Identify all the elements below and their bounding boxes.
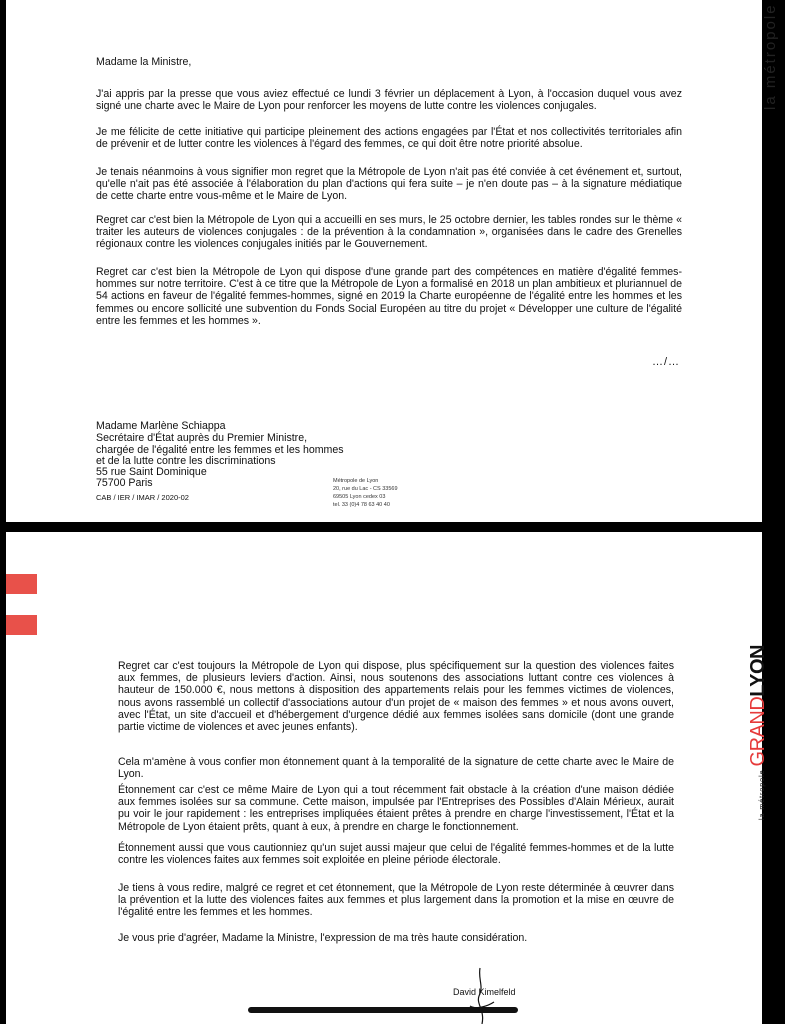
paragraph-2: Je me félicite de cette initiative qui participe pleinement des actions engagées par l'État et nos collectivités territoriales afin de prévenir et de lutter contre les violences à l'égard des femmes, ce qui doit être notre priorité absolue. (96, 126, 682, 151)
logo-prefix-small: la métropole (759, 769, 766, 820)
grand-lyon-logo-small (747, 645, 770, 820)
paragraph-10: Je tiens à vous redire, malgré ce regret et cet étonnement, que la Métropole de Lyon reste déterminée à œuvrer dans la prévention et la lutte des violences faites aux femmes et plus largement dans la promotion et la mise en œuvre de l'égalité entre les femmes et les hommes. (118, 882, 674, 919)
recipient-title-2: chargée de l'égalité entre les femmes et les hommes (96, 444, 344, 456)
salutation: Madame la Ministre, (96, 56, 192, 68)
red-marker-bottom (6, 615, 37, 635)
recipient-title-3: et de la lutte contre les discriminations (96, 455, 276, 467)
address-line-4: tel. 33 (0)4 78 63 40 40 (333, 502, 390, 508)
continuation-mark: …/… (652, 356, 681, 368)
recipient-name: Madame Marlène Schiappa (96, 420, 226, 432)
paragraph-4: Regret car c'est bien la Métropole de Lyon qui a accueilli en ses murs, le 25 octobre dernier, les tables rondes sur le thème « traiter les auteurs de violences conjugales : de la prévention à la condamnation », organisées dans le cadre des Grenelles régionaux contre les violences conjugales initiés par le Gouvernement. (96, 214, 682, 251)
recipient-street: 55 rue Saint Dominique (96, 466, 207, 478)
address-line-3: 69505 Lyon cedex 03 (333, 494, 386, 500)
letter-page-2 (6, 532, 762, 1024)
address-line-2: 20, rue du Lac - CS 33569 (333, 486, 398, 492)
grand-lyon-logo (742, 0, 785, 110)
paragraph-7: Cela m'amène à vous confier mon étonnement quant à la temporalité de la signature de cette charte avec le Maire de Lyon. (118, 756, 674, 781)
paragraph-5: Regret car c'est bien la Métropole de Lyon qui dispose d'une grande part des compétences en matière d'égalité femmes-hommes sur notre territoire. C'est à ce titre que la Métropole de Lyon a formalisé en 2018 un plan ambitieux et pluriannuel de 54 actions en faveur de l'égalité femmes-hommes, signé en 2019 la Charte européenne de l'égalité entre les hommes et les femmes ou encore sollicité une subvention du Fonds Social Européen au titre du projet « Développer une culture de l'égalité entre les femmes et les hommes ». (96, 266, 682, 327)
home-indicator[interactable] (248, 1007, 518, 1013)
reference: CAB / IER / IMAR / 2020-02 (96, 493, 189, 502)
paragraph-8: Étonnement car c'est ce même Maire de Lyon qui a tout récemment fait obstacle à la création d'une maison dédiée aux femmes isolées sur sa commune. Cette maison, impulsée par l'Entreprises des Possibles d'Alain Mérieux, aurait pu voir le jour rapidement : les entreprises impliquées étaient prêtes à prendre en charge l'investissement, l'État et la Métropole de Lyon étaient prêts, quant à eux, à prendre en charge le fonctionnement. (118, 784, 674, 833)
address-line-1: Métropole de Lyon (333, 478, 379, 484)
logo-lyon-small: LYON (747, 645, 769, 697)
signatory-name: David Kimelfeld (453, 987, 516, 997)
paragraph-1: J'ai appris par la presse que vous aviez effectué ce lundi 3 février un déplacement à Lyon, à l'occasion duquel vous avez signé une charte avec le Maire de Lyon pour renforcer les moyens de lutte contre les violences conjugales. (96, 88, 682, 113)
red-marker-top (6, 574, 37, 594)
paragraph-3: Je tenais néanmoins à vous signifier mon regret que la Métropole de Lyon n'ait pas été conviée à cet événement et, surtout, qu'elle n'ait pas été associée à l'élaboration du plan d'actions qui fera suite – je n'en doute pas – à la signature médiatique de cette charte entre vous-même et le Maire de Lyon. (96, 166, 682, 203)
recipient-title: Secrétaire d'État auprès du Premier Ministre, (96, 432, 308, 444)
logo-grand-small: GRAND (747, 696, 769, 767)
paragraph-6: Regret car c'est toujours la Métropole de Lyon qui dispose, plus spécifiquement sur la question des violences faites aux femmes, de plusieurs leviers d'action. Ainsi, nous soutenons des associations luttant contre ces violences à hauteur de 150.000 €, nous mettons à disposition des appartements relais pour les femmes victimes de violences, nous avons rassemblé un collectif d'associations autour d'un projet de « maison des femmes » et nous avons ouvert, avec l'État, un site d'accueil et d'hébergement d'urgence dédié aux femmes isolées sans domicile (dont une grande partie victime de violences et avec jeunes enfants). (118, 660, 674, 734)
recipient-city: 75700 Paris (96, 477, 153, 489)
paragraph-9: Étonnement aussi que vous cautionniez qu'un sujet aussi majeur que celui de l'égalité femmes-hommes et de la lutte contre les violences faites aux femmes soit exploitée en pleine période électorale. (118, 842, 674, 867)
closing: Je vous prie d'agréer, Madame la Ministre, l'expression de ma très haute considération. (118, 932, 528, 944)
letter-page-1 (6, 0, 762, 522)
handwritten-signature (452, 966, 512, 1024)
logo-prefix: la métropole (762, 3, 779, 110)
